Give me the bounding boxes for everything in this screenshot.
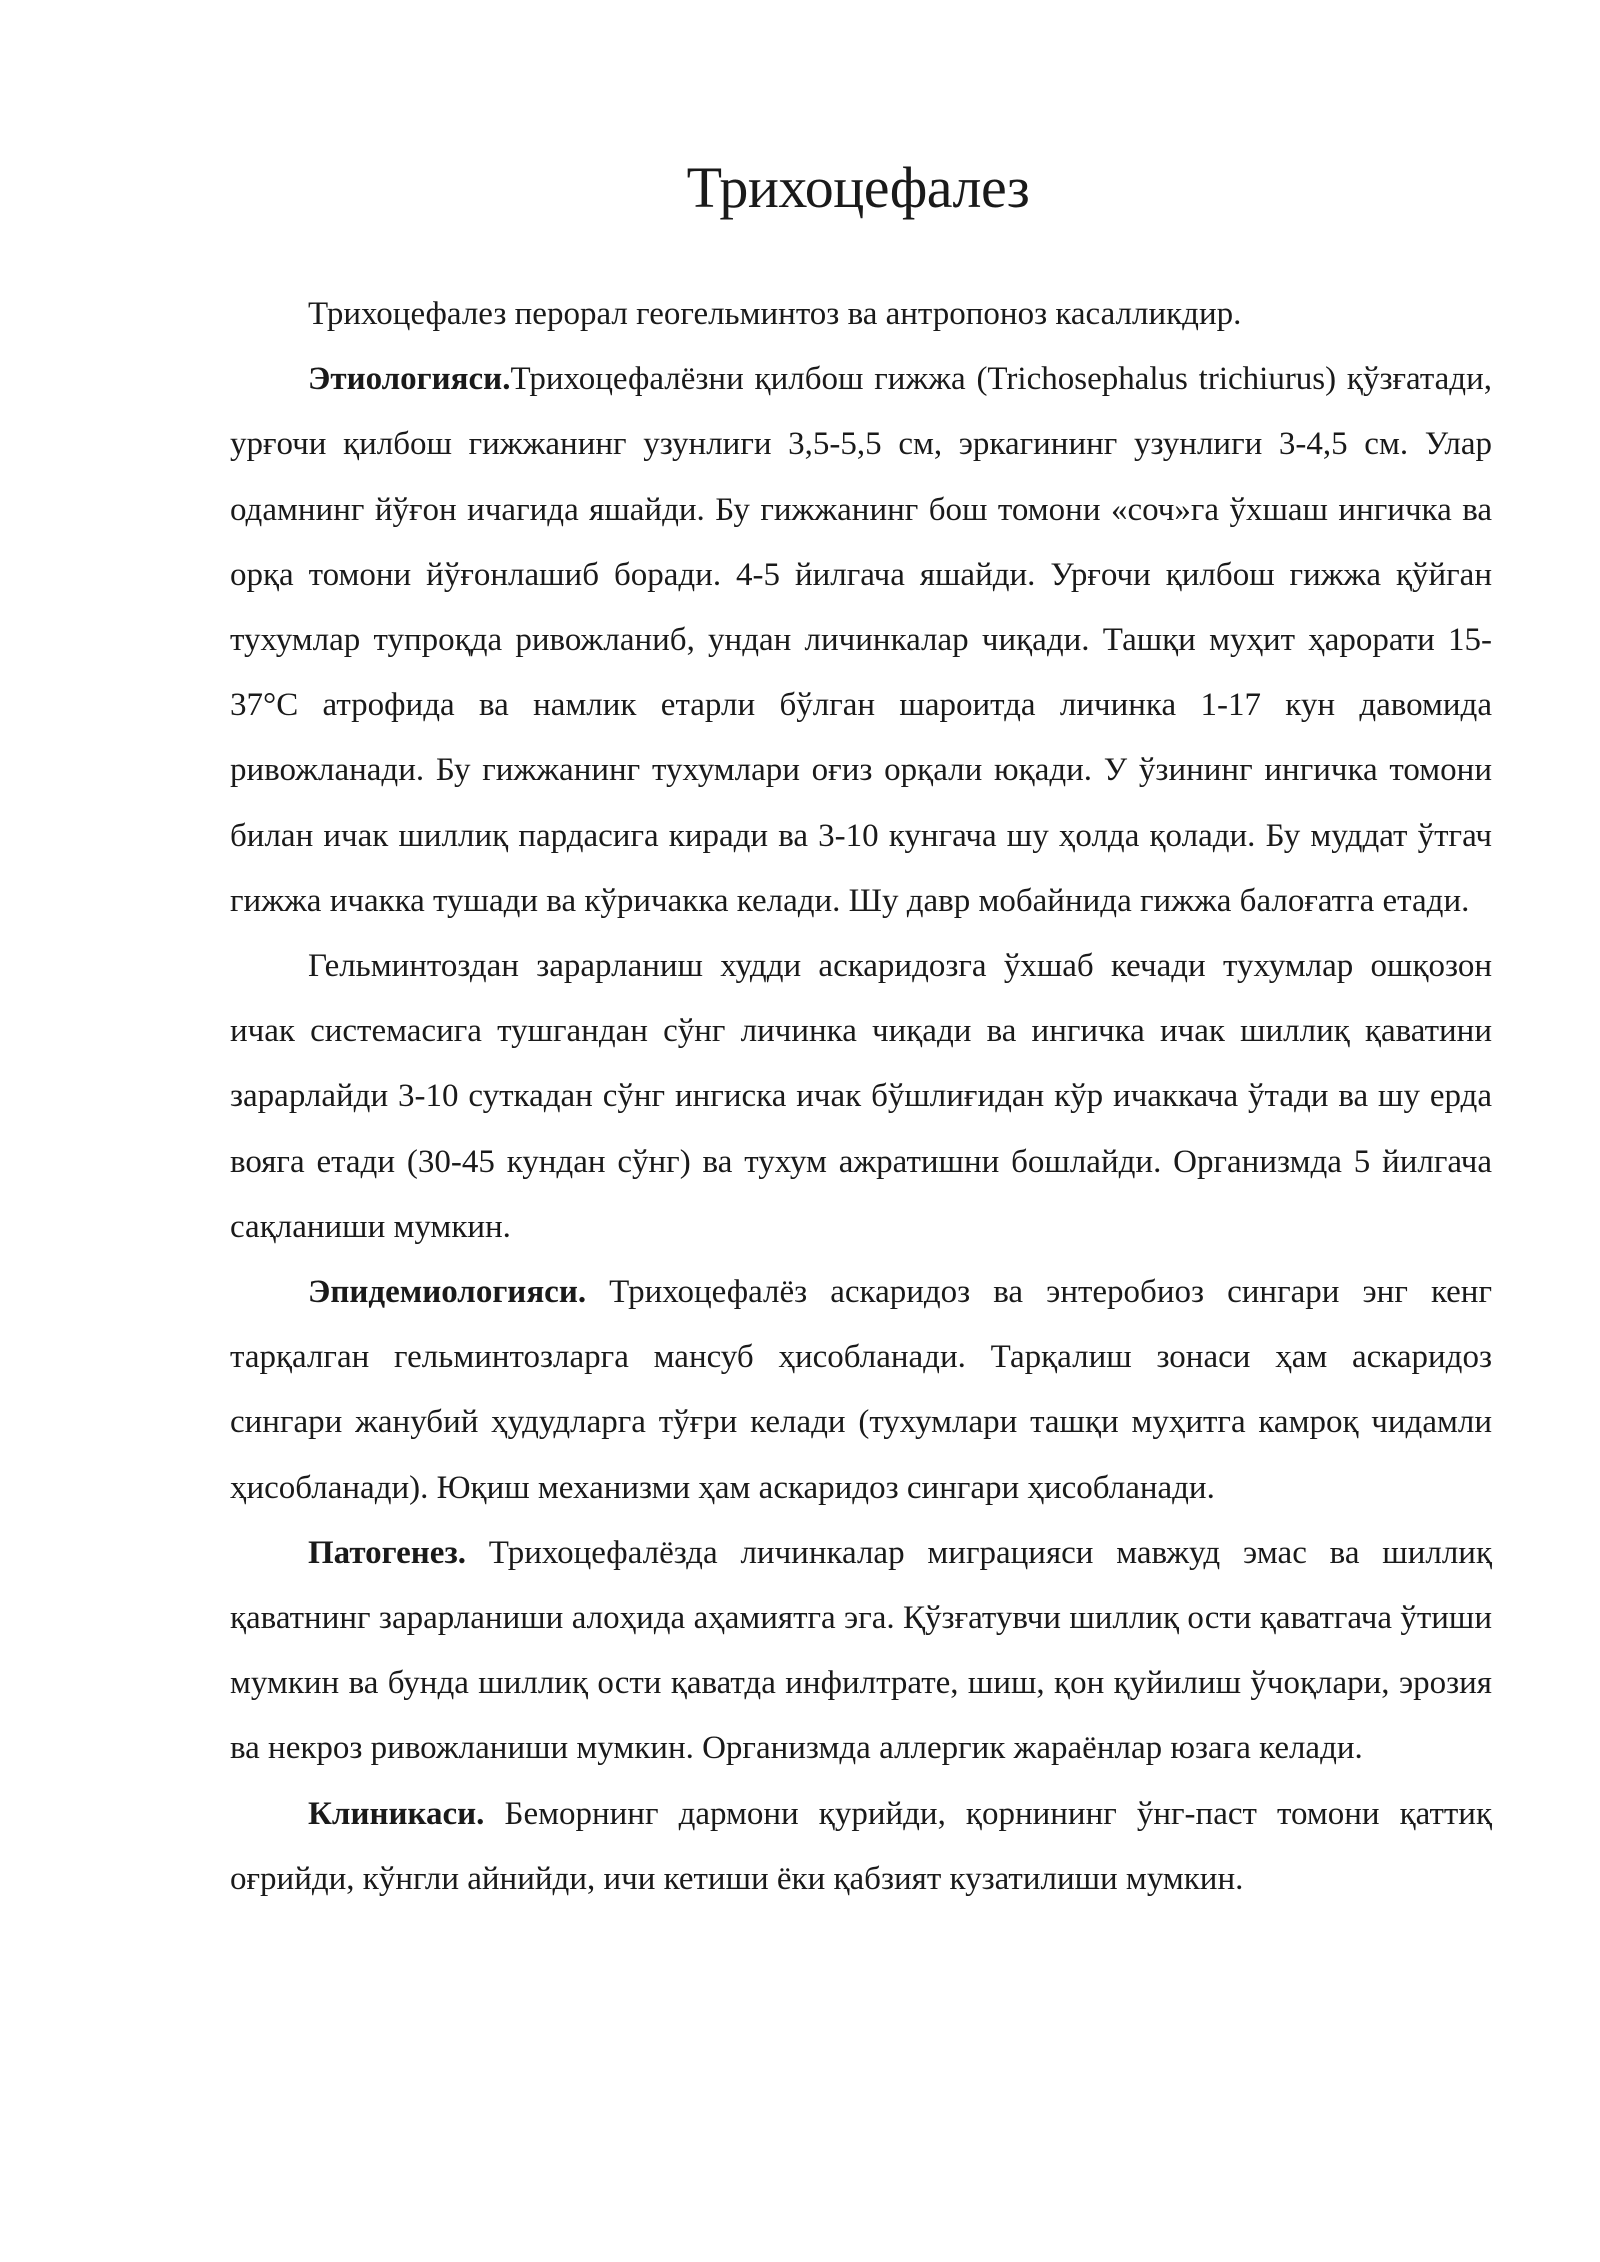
paragraph-text: Трихоцефалёзни қилбош гижжа (Trichosephalus trichiurus) қўзғатади, урғочи қилбош гижжанинг узунлиги 3,5-5,5 см, эркагининг узунлиги 3-4,5 см. Улар одамнинг йўғон ичагида яшайди. Бу гижжанинг бош томони «соч»га ўхшаш ингичка ва орқа томони йўғонлашиб боради. 4-5 йилгача яшайди. Урғочи қилбош гижжа қўйган тухумлар тупроқда ривожланиб, ундан личинкалар чиқади. Ташқи муҳит ҳарорати 15-37°С атрофида ва намлик етарли бўлган шароитда личинка 1-17 кун давомида ривожланади. Бу гижжанинг тухумлари оғиз орқали юқади. У ўзининг ингичка томони билан ичак шиллиқ пардасига киради ва 3-10 кунгача шу ҳолда қолади. Бу муддат ўтгач гижжа ичакка тушади ва кўричакка келади. Шу давр мобайнида гижжа балоғатга етади.: [230, 361, 1492, 919]
paragraph-epidemiology: [230, 1260, 1492, 1521]
page-title: Трихоцефалез: [686, 155, 1030, 220]
paragraph-text: Гельминтоздан зарарланиш худди аскаридозга ўхшаб кечади тухумлар ошқозон ичак системасига тушгандан сўнг личинка чиқади ва ингичка ичак шиллиқ қаватини зарарлайди 3-10 суткадан сўнг ингиска ичак бўшлиғидан кўр ичаккача ўтади ва шу ерда вояга етади (30-45 кундан сўнг) ва тухум ажратишни бошлайди. Организмда 5 йилгача сақланиши мумкин.: [230, 948, 1492, 1245]
paragraph-text: Трихоцефалёзда личинкалар миграцияси мавжуд эмас ва шиллиқ қаватнинг зарарланиши алоҳида аҳамиятга эга. Қўзғатувчи шиллиқ ости қаватгача ўтиши мумкин ва бунда шиллиқ ости қаватда инфилтрате, шиш, қон қуйилиш ўчоқлари, эрозия ва некроз ривожланиши мумкин. Организмда аллергик жараёнлар юзага келади.: [230, 1534, 1492, 1767]
section-heading-epidemiology: Эпидемиологияси.: [308, 1274, 587, 1311]
paragraph-intro: [230, 282, 1492, 347]
paragraph-text: Трихоцефалез перорал геогельминтоз ва антропоноз касалликдир.: [308, 296, 1242, 332]
paragraph-text: Трихоцефалёз аскаридоз ва энтеробиоз сингари энг кенг тарқалган гельминтозларга мансуб ҳисобланади. Тарқалиш зонаси ҳам аскаридоз сингари жанубий ҳудудларга тўғри келади (тухумлари ташқи муҳитга камроқ чидамли ҳисобланади). Юқиш механизми ҳам аскаридоз сингари ҳисобланади.: [230, 1274, 1492, 1506]
paragraph-etiology: [230, 347, 1492, 934]
section-heading-clinical: Клиникаси.: [308, 1795, 485, 1832]
section-heading-etiology: Этиологияси.: [308, 361, 511, 398]
paragraph-text: Беморнинг дармони қурийди, қорнининг ўнг-паст томони қаттиқ оғрийди, кўнгли айнийди, ичи кетиши ёки қабзият кузатилиши мумкин.: [230, 1795, 1492, 1897]
paragraph-clinical: [230, 1782, 1492, 1912]
paragraph-pathogenesis: [230, 1521, 1492, 1782]
section-heading-pathogenesis: Патогенез.: [308, 1534, 466, 1571]
document-body: [230, 282, 1492, 1912]
paragraph-infection-course: [230, 934, 1492, 1260]
